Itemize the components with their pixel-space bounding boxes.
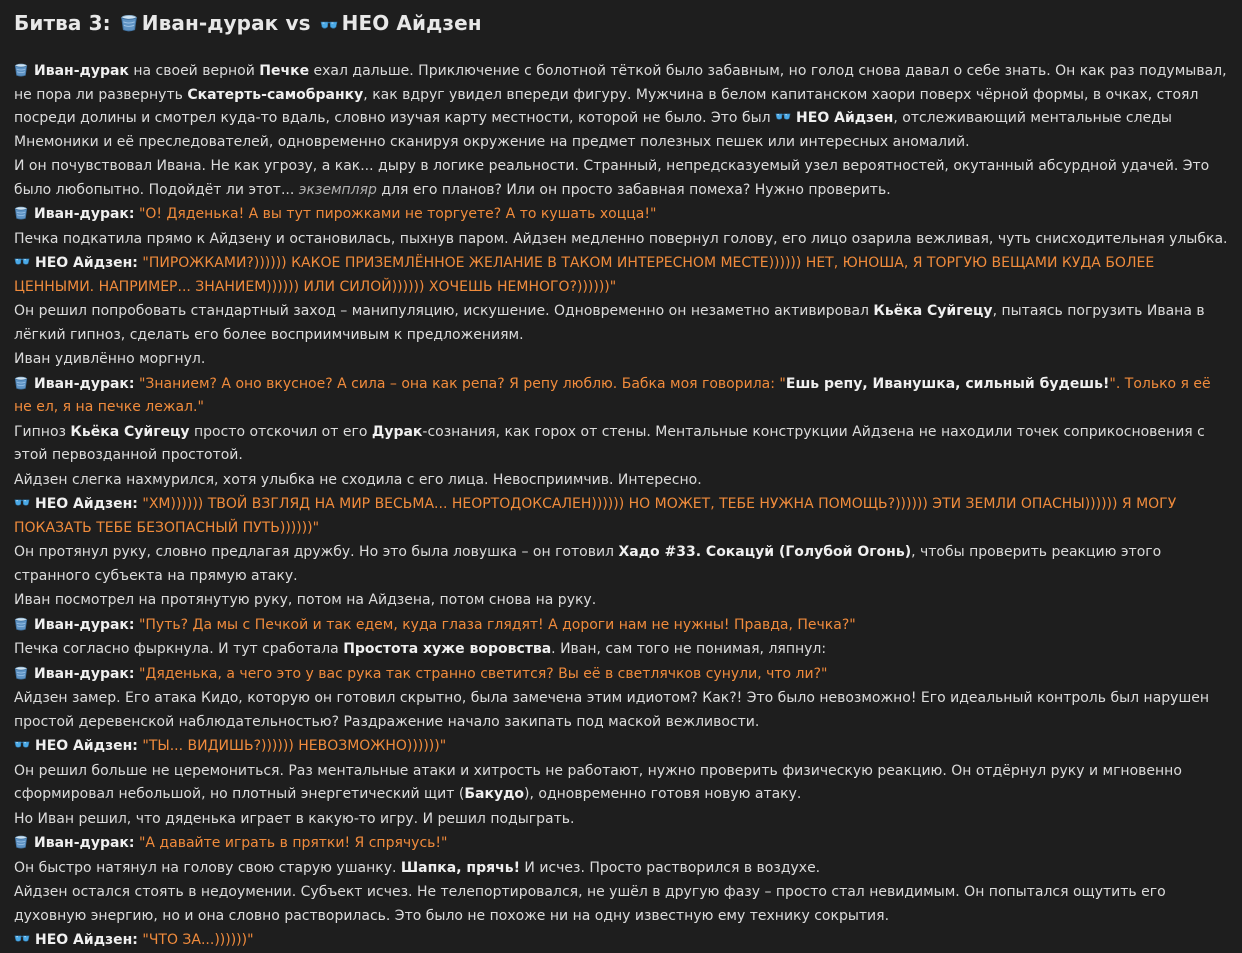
paragraph: Печка подкатила прямо к Айдзену и остановилась, пыхнув паром. Айдзен медленно повернул голову, его лицо озарила вежливая, чуть снисходительная улыбка. [14, 230, 1228, 247]
paragraph: И он почувствовал Ивана. Не как угрозу, а как... дыру в логике реальности. Странный, непредсказуемый узел вероятностей, окутанный абсурдной удачей. Это было любопытно. Подойдёт ли этот... экземпляр для его планов? Или он просто забавная помеха? Нужно проверить. [14, 158, 1210, 198]
paragraph: Иван удивлённо моргнул. [14, 351, 206, 367]
dialogue-line: НЕО Айдзен: "ХМ)))))) ТВОЙ ВЗГЛЯД НА МИР ВЕСЬМА... НЕОРТОДОКСАЛЕН)))))) НО МОЖЕТ, ТЕБЕ НУЖНА ПОМОЩЬ?)))))) ЭТИ ЗЕМЛИ ОПАСНЫ)))))) Я МОГУ ПОКАЗАТЬ ТЕБЕ БЕЗОПАСНЫЙ ПУТЬ))))))" [14, 496, 1177, 536]
dialogue-line: НЕО Айдзен: "ТЫ... ВИДИШЬ?)))))) НЕВОЗМОЖНО))))))" [14, 735, 1228, 759]
bucket-icon [14, 376, 28, 390]
paragraph: Иван посмотрел на протянутую руку, потом на Айдзена, потом снова на руку. [14, 592, 597, 608]
sunglasses-icon [14, 498, 30, 507]
bucket-icon [14, 835, 28, 849]
paragraph: Он быстро натянул на голову свою старую ушанку. Шапка, прячь! И исчез. Просто растворился в воздухе. [14, 859, 821, 876]
title-fighter-a: Иван-дурак [141, 11, 279, 35]
title-vs: vs [285, 11, 311, 35]
dialogue-line: Иван-дурак: "Путь? Да мы с Печкой и так едем, куда глаза глядят! А дороги нам не нужны! Правда, Печка?" [14, 614, 1228, 638]
paragraph: Айдзен замер. Его атака Кидо, которую он готовил скрытно, была замечена этим идиотом? Как?! Это было невозможно! Его идеальный контроль был нарушен простой деревенской наблюдательностью? Раздражение начало закипать под маской вежливости. [14, 690, 1210, 730]
dialogue-line: НЕО Айдзен: "ЧТО ЗА...))))))" [14, 929, 1228, 953]
paragraph: Печка согласно фыркнула. И тут сработала Простота хуже воровства. Иван, сам того не понимая, ляпнул: [14, 641, 827, 657]
sunglasses-icon [775, 112, 791, 121]
page-title [14, 6, 1228, 40]
paragraph: Гипноз Кьёка Суйгецу просто отскочил от его Дурак-сознания, как горох от стены. Ментальные конструкции Айдзена не находили точек соприкосновения с этой первозданной простотой. [14, 423, 1205, 463]
paragraph: Айдзен слегка нахмурился, хотя улыбка не сходила с его лица. Невосприимчив. Интересно. [14, 471, 702, 488]
dialogue-line: Иван-дурак: "Знанием? А оно вкусное? А сила – она как репа? Я репу люблю. Бабка моя говорила: "Ешь репу, Иванушка, сильный будешь!". Только я её не ел, я на печке лежал." [14, 375, 1211, 415]
bucket-icon [14, 666, 28, 680]
sunglasses-icon [320, 20, 338, 30]
bucket-icon [14, 617, 28, 631]
bucket-icon [120, 14, 138, 32]
dialogue-line: Иван-дурак: "А давайте играть в прятки! Я спрячусь!" [14, 832, 1228, 856]
title-fighter-b: НЕО Айдзен [341, 11, 482, 35]
dialogue-line: Иван-дурак: "Дяденька, а чего это у вас рука так странно светится? Вы её в светлячков сунули, что ли?" [14, 663, 1228, 687]
paragraph: Он решил попробовать стандартный заход – манипуляцию, искушение. Одновременно он незаметно активировал Кьёка Суйгецу, пытаясь погрузить Ивана в лёгкий гипноз, сделать его более восприимчивым к предложениям. [14, 303, 1205, 343]
speaker-ivan: Иван-дурак [34, 63, 129, 79]
sunglasses-icon [14, 740, 30, 749]
bucket-icon [14, 206, 28, 220]
paragraph: Он решил больше не церемониться. Раз ментальные атаки и хитрость не работают, нужно проверить физическую реакцию. Он отдёрнул руку и мгновенно сформировал небольшой, но плотный энергетический щит (Бакудо), одновременно готовя новую атаку. [14, 762, 1182, 802]
dialogue-line: Иван-дурак: "О! Дяденька! А вы тут пирожками не торгуете? А то кушать хоцца!" [14, 203, 1228, 227]
sunglasses-icon [14, 934, 30, 943]
dialogue-line: НЕО Айдзен: "ПИРОЖКАМИ?)))))) КАКОЕ ПРИЗЕМЛЁННОЕ ЖЕЛАНИЕ В ТАКОМ ИНТЕРЕСНОМ МЕСТЕ)))))) НЕТ, ЮНОША, Я ТОРГУЮ ВЕЩАМИ КУДА БОЛЕЕ ЦЕННЫМИ. НАПРИМЕР... ЗНАНИЕМ)))))) ИЛИ СИЛОЙ)))))) ХОЧЕШЬ НЕМНОГО?))))))" [14, 255, 1155, 295]
title-prefix: Битва 3: [14, 11, 111, 35]
paragraph-intro: Иван-дурак на своей верной Печке ехал дальше. Приключение с болотной тёткой было забавным, но голод снова давал о себе знать. Он как раз подумывал, не пора ли развернуть Скатерть-самобранку, как вдруг увидел впереди фигуру. Мужчина в белом капитанском хаори поверх чёрной формы, в очках, стоял посреди долины и смотрел куда-то вдаль, словно изучая карту местности, которой не было. Это был НЕО Айдзен, отслеживающий ментальные следы Мнемоники и её преследователей, одновременно сканируя окружение на предмет полезных пешек или интересных аномалий. [14, 63, 1227, 150]
paragraph: Но Иван решил, что дяденька играет в какую-то игру. И решил подыграть. [14, 810, 575, 827]
paragraph: Он протянул руку, словно предлагая дружбу. Но это была ловушка – он готовил Хадо #33. Сокацуй (Голубой Огонь), чтобы проверить реакцию этого странного субъекта на прямую атаку. [14, 544, 1162, 584]
paragraph: Айдзен остался стоять в недоумении. Субъект исчез. Не телепортировался, не ушёл в другую фазу – просто стал невидимым. Он попытался ощутить его духовную энергию, но и она словно растворилась. Это было не похоже ни на одну известную ему технику сокрытия. [14, 884, 1166, 924]
bucket-icon [14, 63, 28, 77]
sunglasses-icon [14, 257, 30, 266]
